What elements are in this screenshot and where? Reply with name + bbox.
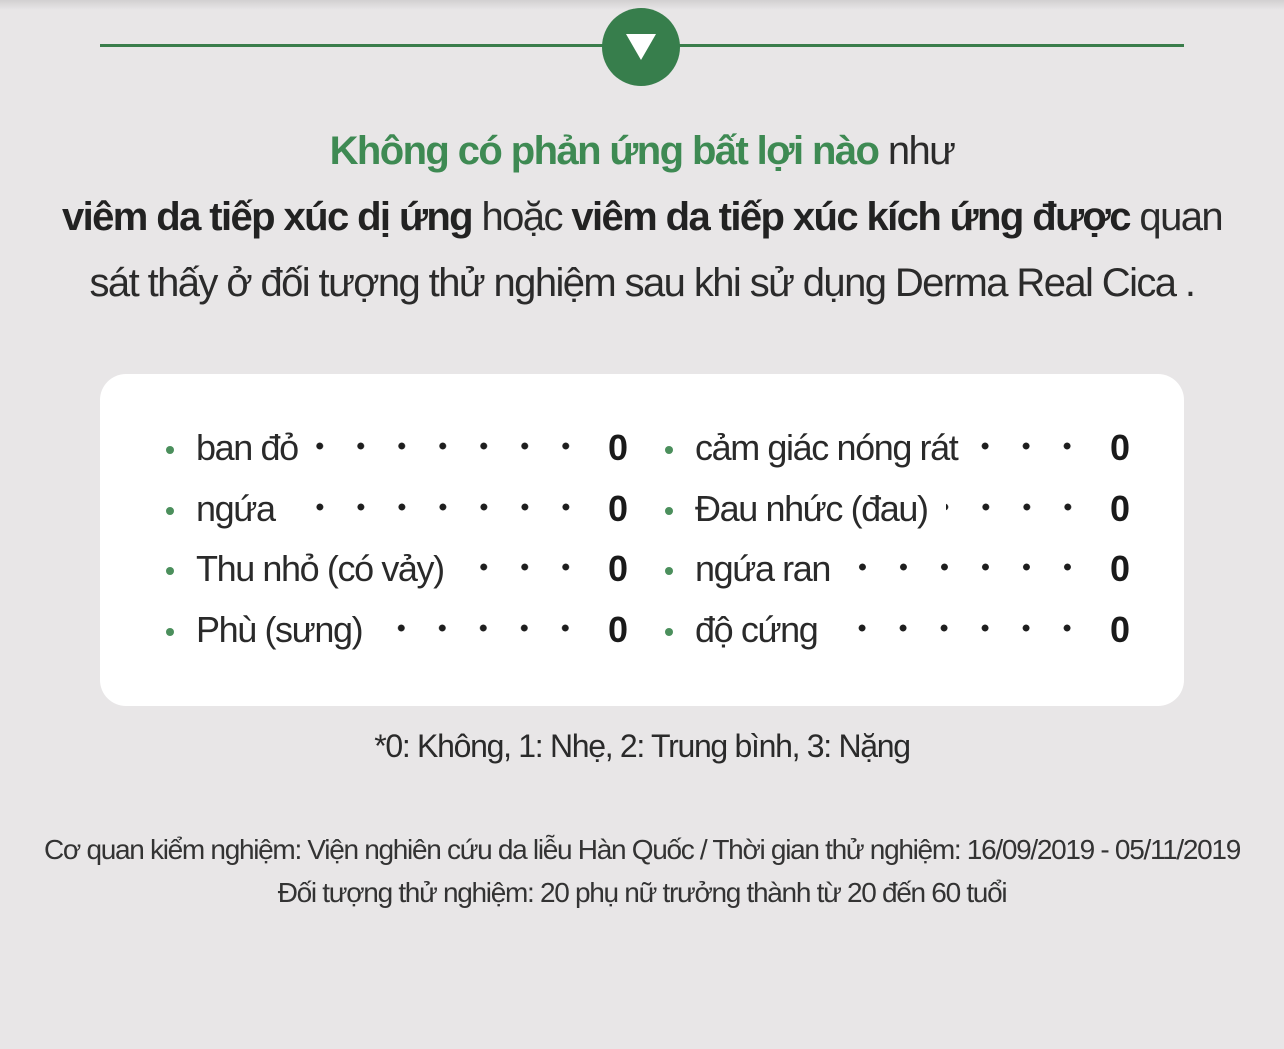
- bullet-icon: [166, 446, 174, 454]
- headline-bold-term-1: viêm da tiếp xúc dị ứng: [61, 195, 472, 239]
- headline-line-3: sát thấy ở đối tượng thử nghiệm sau khi sử dụng Derma Real Cica .: [89, 261, 1195, 305]
- result-row: [166, 479, 628, 540]
- section-divider-right: [674, 44, 1184, 47]
- bullet-icon: [665, 628, 673, 636]
- headline-highlight: Không có phản ứng bất lợi nào: [329, 129, 879, 173]
- headline-line-2: [0, 184, 1284, 250]
- bullet-icon: [665, 446, 673, 454]
- result-row: [166, 418, 628, 479]
- dot-leader: [462, 563, 586, 571]
- result-value: 0: [1109, 487, 1130, 529]
- dot-leader: [293, 503, 586, 511]
- result-value: 0: [607, 608, 628, 650]
- result-label: ngứa: [196, 487, 275, 529]
- result-row: [665, 418, 1130, 479]
- bullet-icon: [665, 507, 673, 515]
- bullet-icon: [166, 507, 174, 515]
- headline: [0, 118, 1284, 316]
- result-value: 0: [607, 487, 628, 529]
- headline-line-2-rest: quan: [1129, 195, 1223, 239]
- footnote-line-1: Cơ quan kiểm nghiệm: Viện nghiên cứu da liễu Hàn Quốc / Thời gian thử nghiệm: 16/09/2019 - 05/11/2019: [44, 834, 1240, 865]
- result-label: Thu nhỏ (có vảy): [196, 548, 444, 590]
- test-footnote: [0, 828, 1284, 914]
- result-value: 0: [607, 548, 628, 590]
- result-row: [166, 600, 628, 661]
- footnote-line-2: Đối tượng thử nghiệm: 20 phụ nữ trưởng thành từ 20 đến 60 tuổi: [277, 877, 1007, 908]
- dot-leader: [848, 563, 1088, 571]
- triangle-down-icon: [624, 32, 658, 62]
- result-row: [665, 479, 1130, 540]
- result-value: 0: [1109, 427, 1130, 469]
- bullet-icon: [166, 567, 174, 575]
- result-label: Đau nhức (đau): [695, 487, 928, 529]
- rating-legend: *0: Không, 1: Nhẹ, 2: Trung bình, 3: Nặng: [374, 728, 910, 764]
- dot-leader: [380, 624, 586, 632]
- section-divider-badge: [602, 8, 680, 86]
- result-label: ngứa ran: [695, 548, 830, 590]
- dot-leader: [835, 624, 1088, 632]
- result-value: 0: [1109, 548, 1130, 590]
- headline-line-1-rest: như: [878, 129, 955, 173]
- result-label: cảm giác nóng rát: [695, 427, 958, 469]
- bullet-icon: [665, 567, 673, 575]
- dot-leader: [975, 442, 1088, 450]
- dot-leader: [316, 442, 586, 450]
- results-column-left: [166, 418, 628, 660]
- result-row: [665, 600, 1130, 661]
- result-row: [665, 539, 1130, 600]
- result-row: [166, 539, 628, 600]
- headline-connector: hoặc: [472, 195, 572, 239]
- headline-bold-term-2: viêm da tiếp xúc kích ứng: [571, 195, 1023, 239]
- headline-line-1: [0, 118, 1284, 184]
- result-label: ban đỏ: [196, 427, 298, 469]
- results-panel: [100, 374, 1184, 706]
- bullet-icon: [166, 628, 174, 636]
- result-label: độ cứng: [695, 608, 818, 650]
- section-divider-left: [100, 44, 610, 47]
- result-value: 0: [607, 427, 628, 469]
- result-value: 0: [1109, 608, 1130, 650]
- results-column-right: [665, 418, 1130, 660]
- headline-bold-term-3: được: [1022, 195, 1130, 239]
- result-label: Phù (sưng): [196, 608, 363, 650]
- dot-leader: [946, 503, 1088, 511]
